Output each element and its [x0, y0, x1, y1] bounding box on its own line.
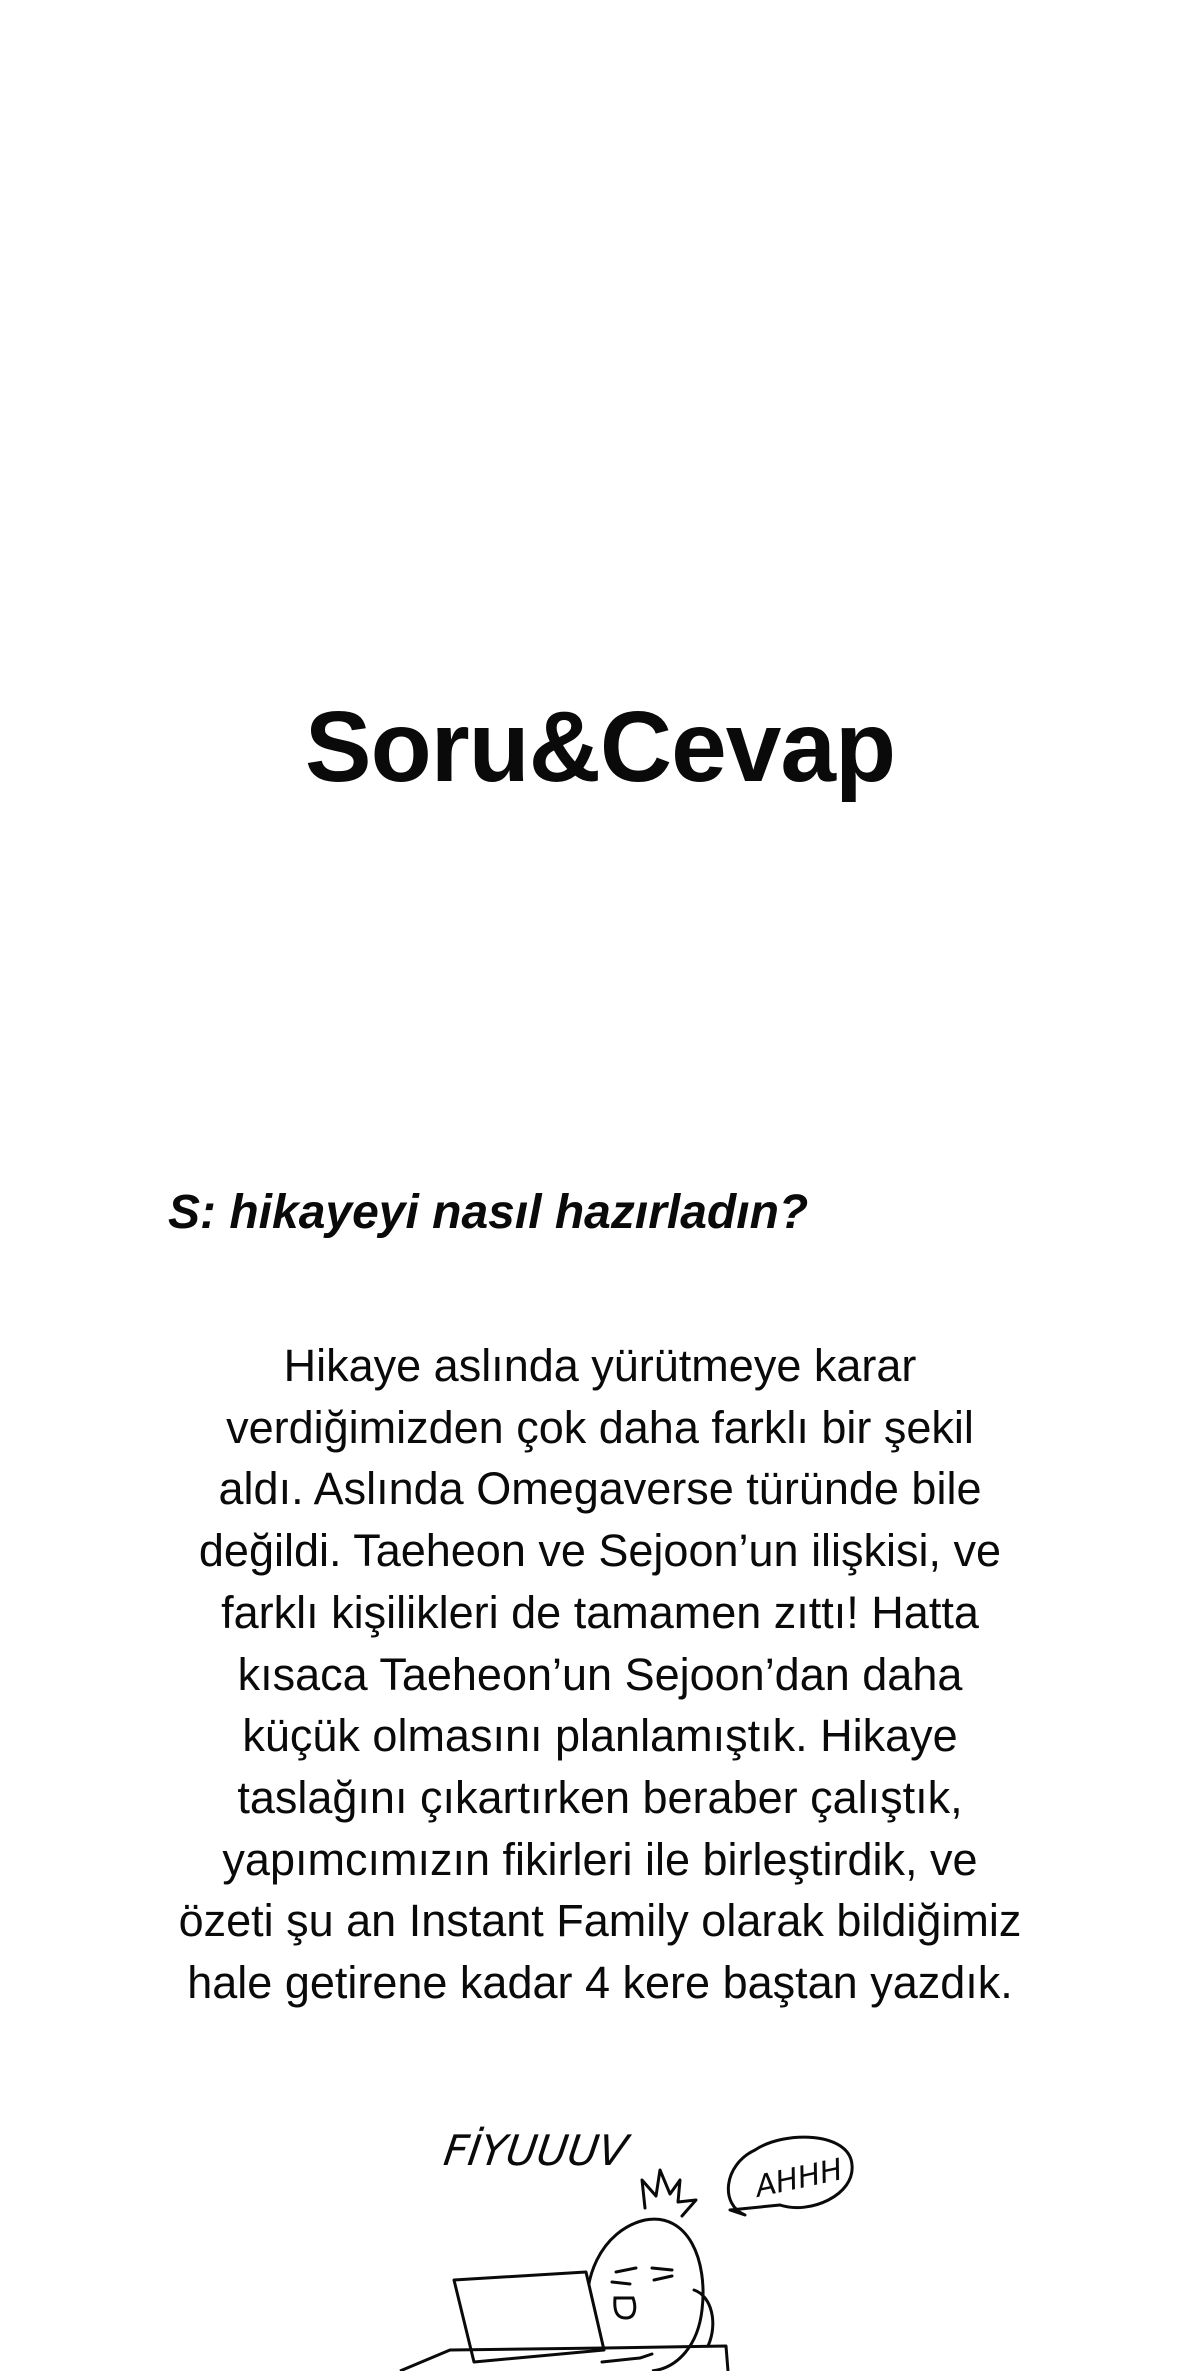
- answer-line: değildi. Taeheon ve Sejoon’un ilişkisi, ve: [198, 1525, 1002, 1577]
- answer-line: özeti şu an Instant Family olarak bildiğimiz: [178, 1895, 1022, 1947]
- answer-line: hale getirene kadar 4 kere baştan yazdık.: [187, 1957, 1013, 2009]
- character-drawing: [390, 2110, 880, 2371]
- answer-line: Hikaye aslında yürütmeye karar: [283, 1340, 917, 1391]
- character-mouth: [615, 2298, 635, 2318]
- answer-line: verdiğimizden çok daha farklı bir şekil: [226, 1401, 974, 1453]
- answer-line: taslağını çıkartırken beraber çalıştık,: [237, 1771, 963, 1823]
- hair-spikes: [642, 2170, 696, 2216]
- character-illustration: [390, 2110, 880, 2371]
- answer-line: yapımcımızın fikirleri ile birleştirdik, ve: [222, 1833, 978, 1885]
- answer-paragraph: [100, 1335, 1100, 2014]
- sound-effect-text: FİYUUUV: [440, 2126, 631, 2175]
- answer-line: küçük olmasını planlamıştık. Hikaye: [242, 1710, 958, 1762]
- page-title: Soru&Cevap: [304, 691, 896, 803]
- question-text: S: hikayeyi nasıl hazırladın?: [168, 1186, 809, 1239]
- answer-line: kısaca Taeheon’un Sejoon’dan daha: [237, 1648, 963, 1700]
- answer-line: aldı. Aslında Omegaverse türünde bile: [218, 1463, 982, 1515]
- answer-line: farklı kişilikleri de tamamen zıttı! Hatta: [221, 1586, 979, 1638]
- speech-bubble-text: AHHH: [752, 2152, 846, 2205]
